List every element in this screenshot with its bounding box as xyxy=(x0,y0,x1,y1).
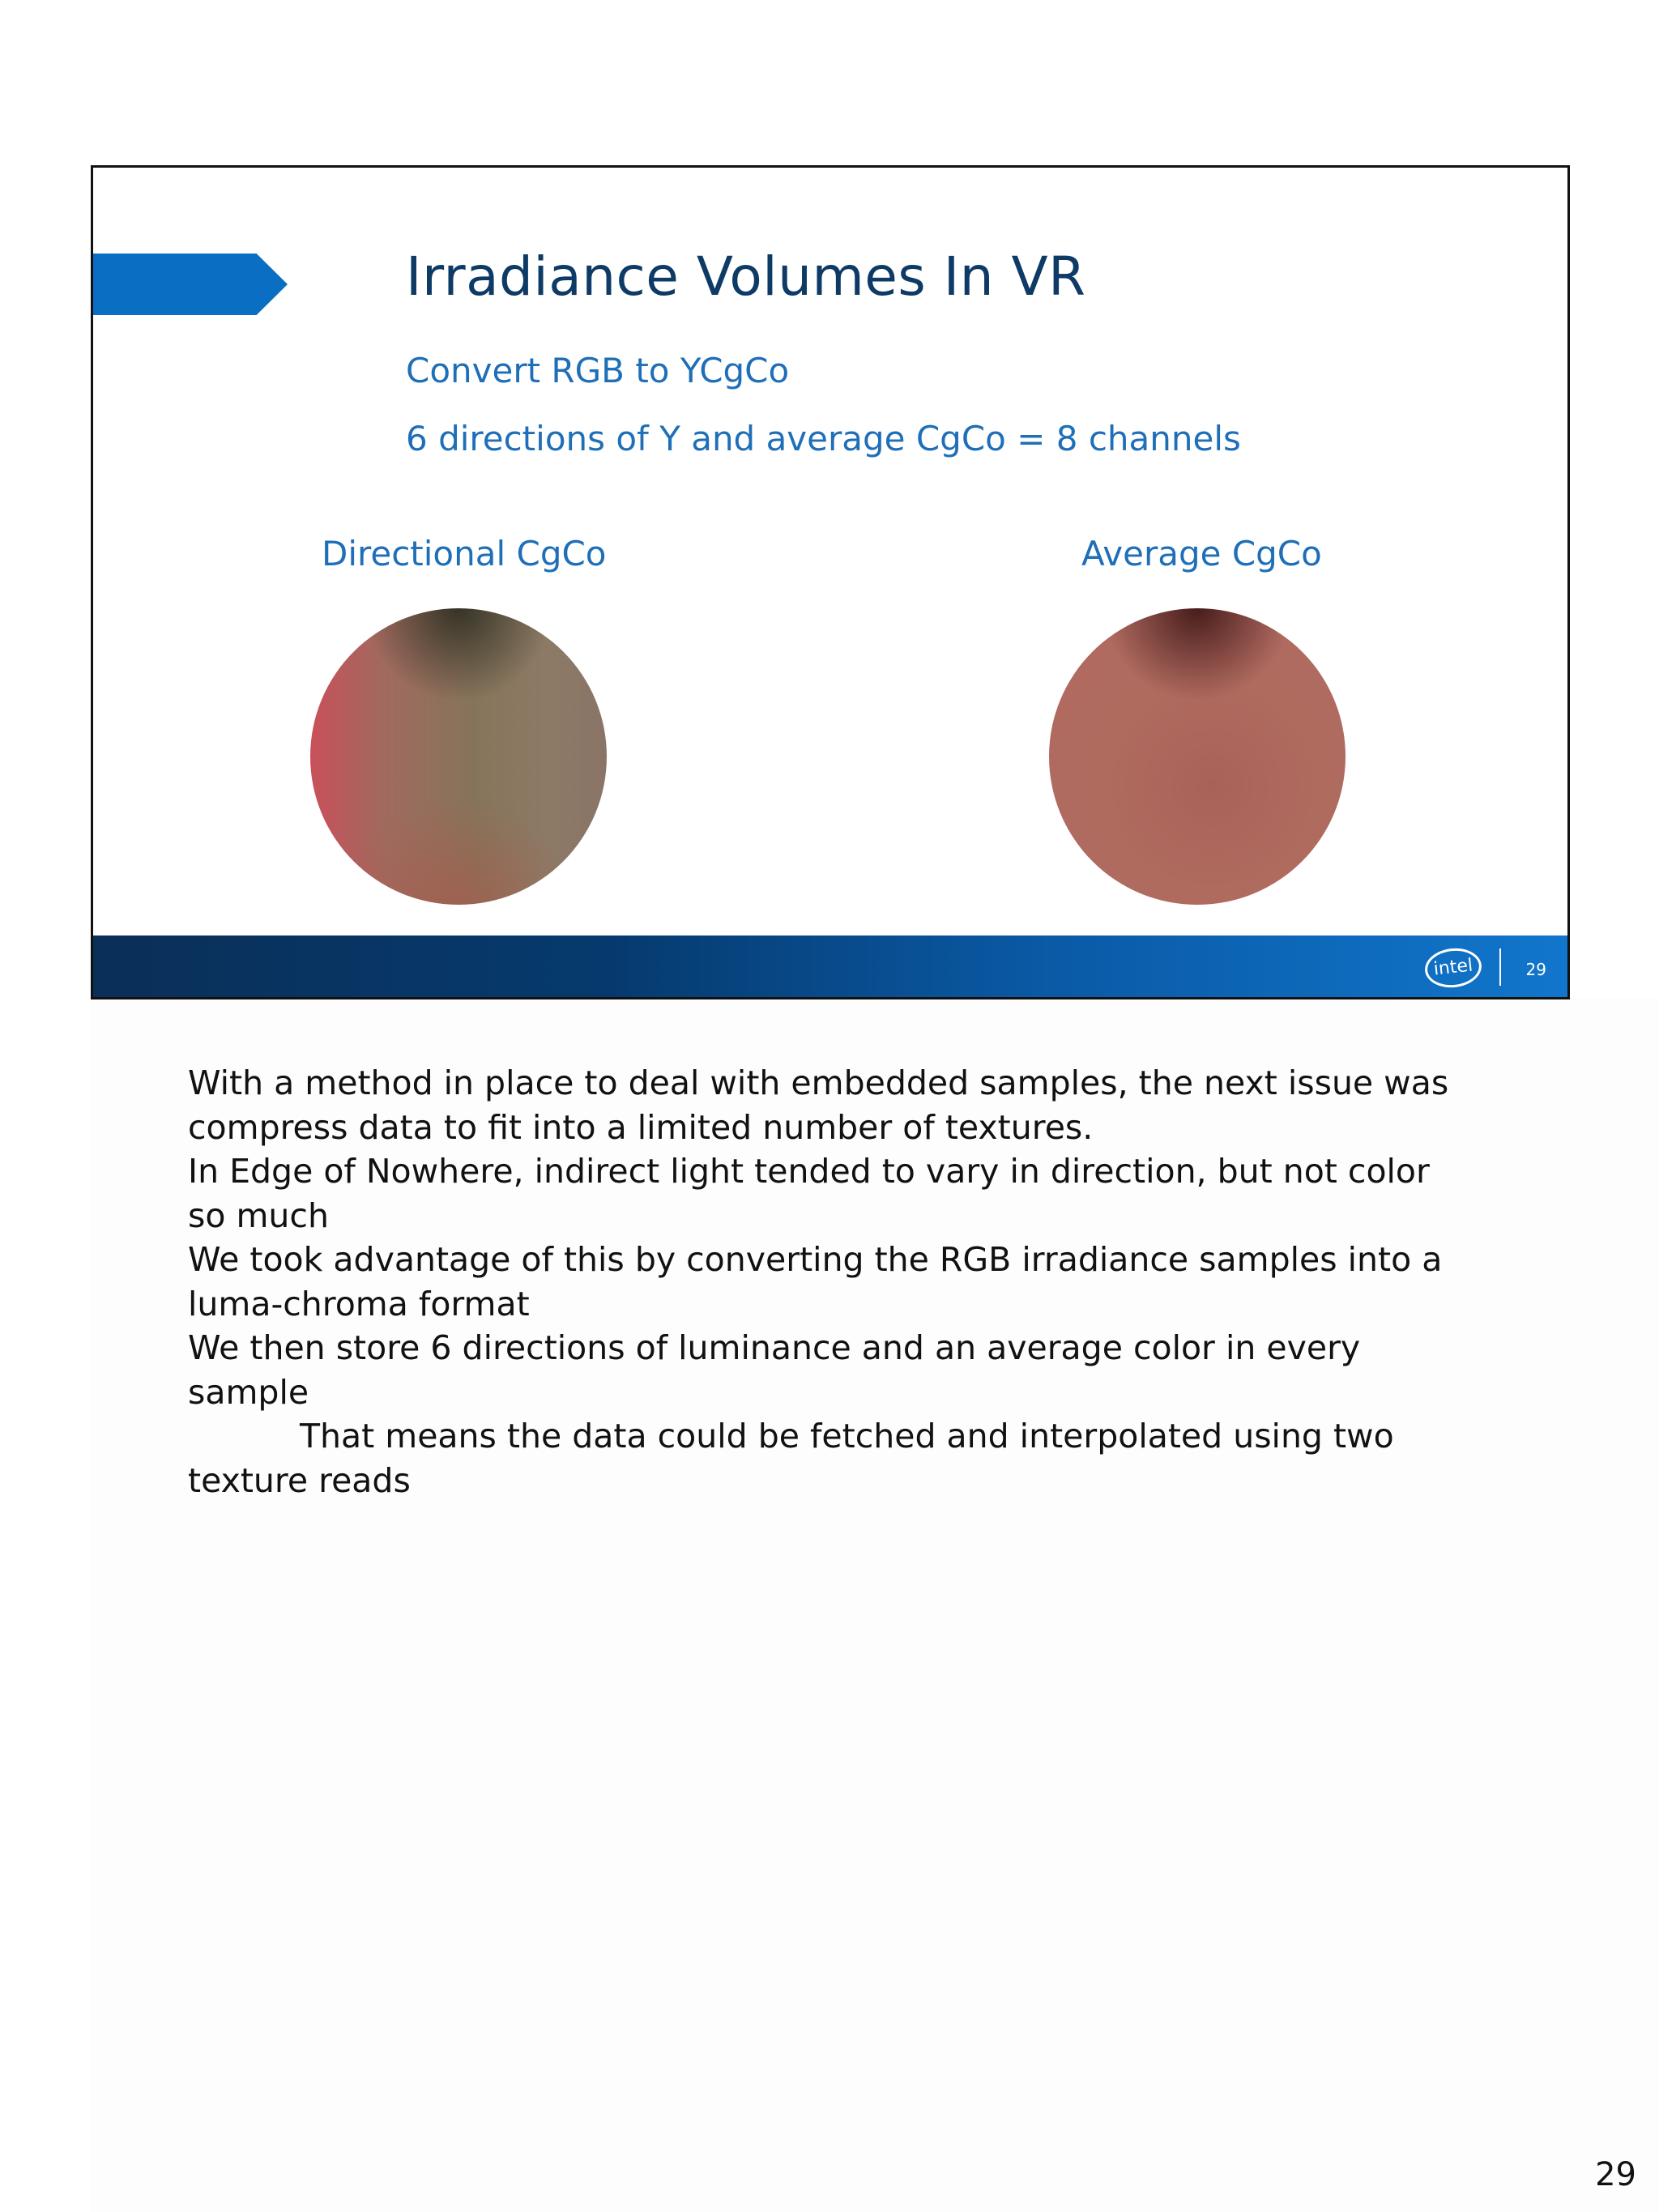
average-cgco-sphere xyxy=(1049,608,1346,905)
notes-line: compress data to fit into a limited number of textures. xyxy=(188,1107,1094,1147)
average-cgco-label: Average CgCo xyxy=(1081,534,1322,573)
notes-line: In Edge of Nowhere, indirect light tended to vary in direction, but not color xyxy=(188,1152,1430,1191)
slide-image xyxy=(91,165,1570,999)
speaker-notes xyxy=(188,1061,1484,1502)
slide-bullet: Convert RGB to YCgCo xyxy=(406,351,790,390)
notes-line: sample xyxy=(188,1372,309,1412)
notes-line: With a method in place to deal with embedded samples, the next issue was xyxy=(188,1063,1449,1102)
footer-divider xyxy=(1499,948,1501,986)
slide-footer-bar xyxy=(93,936,1567,997)
page-number: 29 xyxy=(1595,2156,1636,2193)
slide-number: 29 xyxy=(1525,960,1546,979)
notes-line: We then store 6 directions of luminance and an average color in every xyxy=(188,1328,1361,1367)
slide-title: Irradiance Volumes In VR xyxy=(406,245,1086,308)
slide-bullet: 6 directions of Y and average CgCo = 8 channels xyxy=(406,419,1241,458)
chevron-accent xyxy=(93,254,288,315)
intel-logo: intel xyxy=(1423,945,1484,990)
directional-cgco-sphere xyxy=(310,608,607,905)
notes-line: so much xyxy=(188,1196,329,1235)
notes-line: We took advantage of this by converting the RGB irradiance samples into a xyxy=(188,1240,1443,1279)
notes-line: luma-chroma format xyxy=(188,1284,530,1323)
directional-cgco-label: Directional CgCo xyxy=(322,534,607,573)
notes-line: texture reads xyxy=(188,1460,411,1500)
notes-line: That means the data could be fetched and interpolated using two xyxy=(300,1417,1394,1455)
